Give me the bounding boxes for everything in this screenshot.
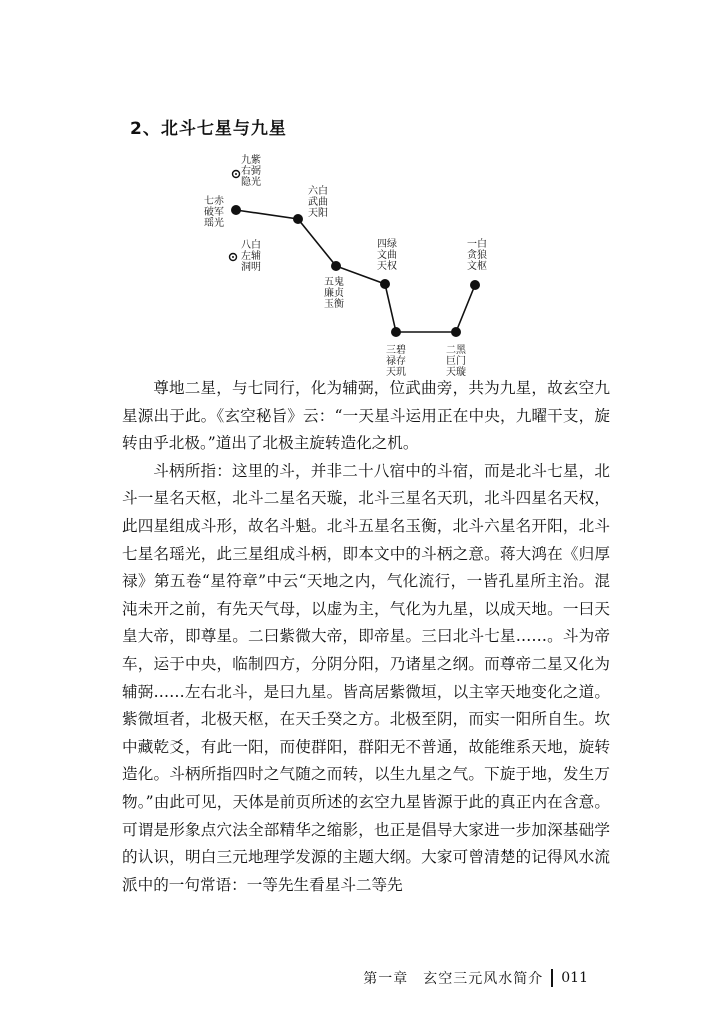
star-label-2: 文曲 — [377, 250, 397, 261]
star-dot-center — [235, 173, 237, 175]
star-label-3: 洞明 — [241, 262, 261, 273]
star-dot — [380, 279, 390, 289]
star-label-1: 二黑 — [446, 345, 466, 356]
paragraph: 尊地二星，与七同行，化为辅弼，位武曲旁，共为九星，故玄空九星源出于此。《玄空秘旨》云：“一天星斗运用正在中央，九曜干支，旋转由乎北极。”道出了北极主旋转造化之机。 — [122, 379, 610, 453]
svg-text:六白 — [308, 184, 328, 197]
star-label-2: 巨门 — [446, 356, 466, 367]
svg-text:巨门 — [446, 354, 466, 367]
paragraph: 斗柄所指：这里的斗，并非二十八宿中的斗宿，而是北斗七星，北斗一星名天枢，北斗二星名天璇，北斗三星名天玑，北斗四星名天权，此四星组成斗形，故名斗魁。北斗五星名玉衡，北斗六星名开阳，北斗七星名瑶光，此三星组成斗柄，即本文中的斗柄之意。蒋大鸿在《归厚禄》第五卷“星符章”中云“天地之内，气化流行，一皆孔星所主治。混沌未开之前，有先天气母，以虚为主，气化为九星，以成天地。一曰天皇大帝，即尊星。二曰紫微大帝，即帝星。三曰北斗七星……。斗为帝车，运于中央，临制四方，分阴分阳，乃诸星之纲。而尊帝二星又化为辅弼……左右北斗，是曰九星。皆高居紫微垣，以主宰天地变化之道。紫微垣者，北极天枢，在天壬癸之方。北极至阴，而实一阳所自生。坎中藏乾爻，有此一阳，而使群阳，群阳无不普通，故能维系天地，旋转造化。斗柄所指四时之气随之而转，以生九星之气。下旋于地，发生万物。”由此可见，天体是前页所述的玄空九星皆源于此的真正内在含意。可谓是形象点穴法全部精华之缩影，也正是倡导大家进一步加深基础学的认识，明白三元地理学发源的主题大纲。大家可曾清楚的记得风水流派中的一句常语：一等先生看星斗二等先 — [122, 461, 610, 894]
svg-text:三碧 — [386, 343, 406, 356]
page-footer — [338, 968, 588, 988]
star-dot-center — [232, 256, 234, 258]
star-tianji — [386, 327, 406, 378]
dipper-path — [236, 210, 475, 332]
star-label-2: 禄存 — [386, 356, 406, 367]
star-label-3: 天璇 — [446, 367, 466, 378]
star-label-2: 贪狼 — [467, 250, 487, 261]
star-label-1: 四绿 — [377, 239, 397, 250]
svg-text:贪狼 — [467, 248, 487, 261]
svg-text:一白 — [467, 237, 487, 250]
page-number: 011 — [561, 970, 588, 986]
svg-text:文曲 — [377, 248, 397, 261]
body-text — [122, 375, 610, 899]
star-label-3: 玉衡 — [324, 299, 344, 310]
star-label-3: 瑶光 — [204, 218, 224, 229]
star-label-1: 六白 — [308, 186, 328, 197]
star-label-3: 文枢 — [467, 261, 487, 272]
svg-text:四绿 — [377, 238, 397, 250]
star-yaoguang — [204, 194, 241, 229]
svg-text:文枢 — [467, 259, 487, 272]
star-dot — [470, 280, 480, 290]
star-label-3: 天玑 — [386, 367, 406, 378]
star-label-1: 三碧 — [386, 345, 406, 356]
star-label-1: 一白 — [467, 239, 487, 250]
star-dot — [451, 327, 461, 337]
section-heading: 2、北斗七星与九星 — [130, 119, 287, 139]
star-dot — [331, 261, 341, 271]
svg-text:禄存 — [386, 354, 406, 367]
dipper-lines — [236, 210, 475, 332]
svg-text:破军 — [204, 205, 224, 218]
svg-text:武曲 — [308, 195, 328, 208]
svg-text:隐光 — [241, 175, 261, 188]
star-tianshu — [467, 237, 487, 290]
star-label-1: 九紫 — [241, 155, 261, 166]
star-kaiyang — [293, 184, 328, 224]
star-label-1: 八白 — [241, 240, 261, 251]
star-dot — [231, 205, 241, 215]
star-label-2: 右弼 — [241, 166, 261, 177]
star-tianxuan — [446, 327, 467, 378]
chapter-title: 第一章 玄空三元风水简介 — [363, 971, 544, 987]
svg-text:玉衡 — [324, 297, 344, 310]
star-label-2: 廉贞 — [324, 288, 344, 299]
star-label-3: 天阳 — [308, 208, 328, 219]
star-label-2: 左辅 — [241, 251, 261, 262]
star-label-1: 七赤 — [204, 196, 224, 207]
star-label-3: 隐光 — [241, 177, 261, 188]
svg-text:二黑 — [446, 344, 467, 356]
star-dot — [391, 327, 401, 337]
svg-text:八白 — [241, 238, 261, 251]
star-zuofu — [230, 238, 262, 273]
svg-text:九紫 — [241, 153, 261, 166]
footer-divider — [551, 969, 553, 987]
big-dipper-diagram — [0, 0, 724, 390]
svg-text:天权 — [377, 259, 397, 272]
svg-text:天阳 — [308, 207, 328, 219]
star-label-2: 破军 — [204, 207, 224, 218]
svg-text:瑶光 — [204, 216, 224, 229]
svg-text:七赤 — [204, 194, 225, 207]
star-label-2: 武曲 — [308, 197, 328, 208]
svg-text:右弼 — [241, 165, 261, 177]
svg-text:左辅 — [241, 249, 261, 262]
star-youbi — [233, 153, 262, 188]
svg-text:五鬼 — [324, 275, 344, 288]
svg-text:洞明 — [241, 261, 261, 273]
star-dot — [293, 214, 303, 224]
svg-text:廉贞 — [324, 286, 344, 299]
star-label-1: 五鬼 — [324, 277, 344, 288]
star-label-3: 天权 — [377, 261, 397, 272]
